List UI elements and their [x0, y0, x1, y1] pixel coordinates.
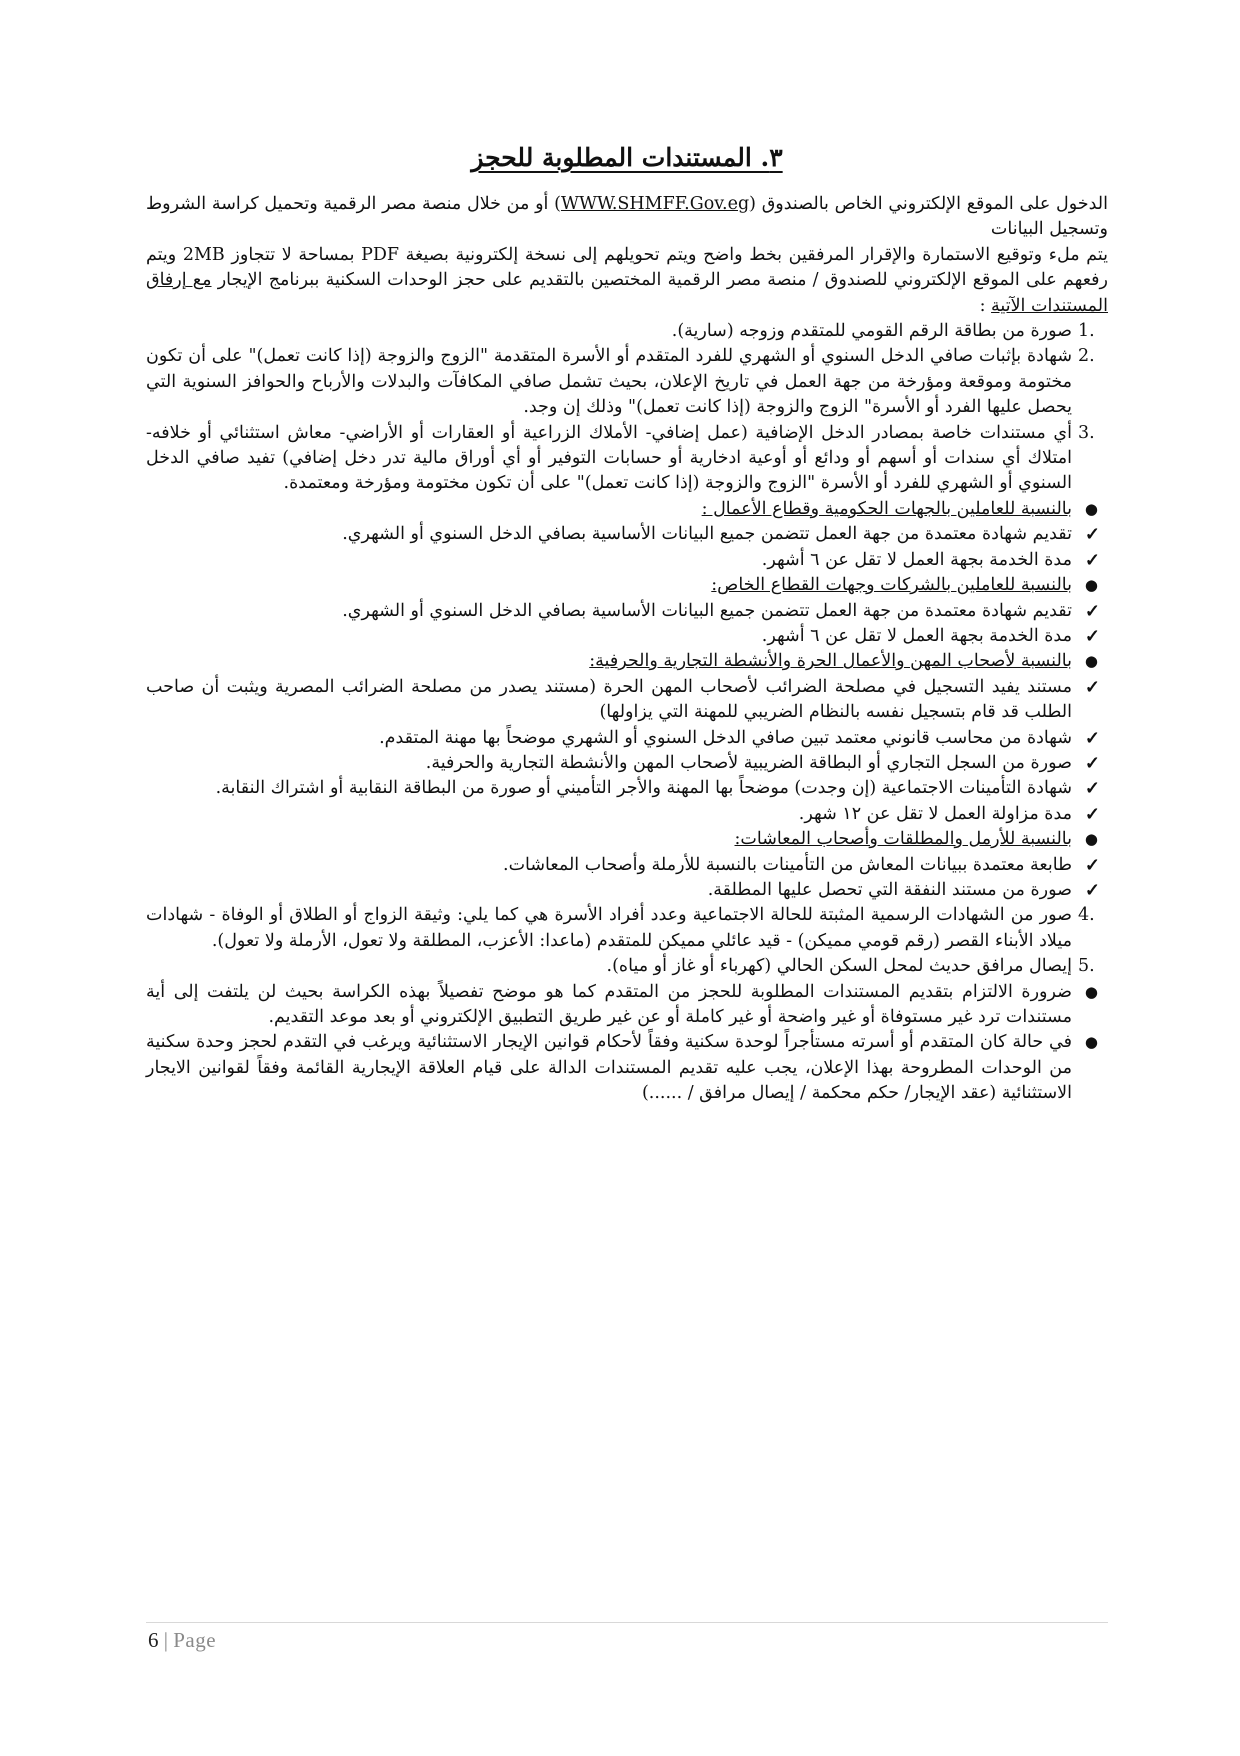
check-item: ✓ تقديم شهادة معتمدة من جهة العمل تتضمن جميع البيانات الأساسية بصافي الدخل السنوي أو الشهري.: [146, 599, 1108, 624]
list-item: .1 صورة من بطاقة الرقم القومي للمتقدم وزوجه (سارية).: [146, 319, 1108, 344]
check-item: ✓ صورة من مستند النفقة التي تحصل عليها المطلقة.: [146, 878, 1108, 903]
bullet-icon: ●: [1084, 652, 1098, 671]
checkmark-icon: ✓: [1084, 727, 1100, 749]
checkmark-icon: ✓: [1084, 524, 1100, 546]
bullet-icon: ●: [1084, 576, 1098, 595]
bullet-icon: ●: [1084, 499, 1098, 518]
item-number: .3: [1078, 422, 1095, 443]
intro-paragraph-2: يتم ملء وتوقيع الاستمارة والإقرار المرفقين بخط واضح ويتم تحويلهم إلى نسخة إلكترونية بصيغة PDF بمساحة لا تتجاوز 2MB ويتم رفعهم على الموقع الإلكتروني للصندوق / منصة مصر الرقمية المختصين بالتقديم على حجز الوحدات السكنية ببرنامج الإيجار مع إرفاق المستندات الآتية :: [146, 244, 1108, 316]
checkmark-icon: ✓: [1084, 676, 1100, 698]
section-title: ٣. المستندات المطلوبة للحجز: [471, 143, 783, 172]
document-page: [146, 140, 1108, 1107]
bullet-icon: ●: [1084, 830, 1098, 849]
group-heading: ● بالنسبة للأرمل والمطلقات وأصحاب المعاشات:: [146, 827, 1108, 852]
item-number: .4: [1078, 905, 1095, 926]
check-item: ✓ شهادة التأمينات الاجتماعية (إن وجدت) موضحاً بها المهنة والأجر التأميني أو صورة من البطاقة النقابية أو اشتراك النقابة.: [146, 776, 1108, 801]
group-heading: ● بالنسبة للعاملين بالشركات وجهات القطاع الخاص:: [146, 573, 1108, 598]
bullet-icon: ●: [1084, 1033, 1098, 1052]
check-item: ✓ صورة من السجل التجاري أو البطاقة الضريبية لأصحاب المهن والأنشطة التجارية والحرفية.: [146, 751, 1108, 776]
note-item: ● ضرورة الالتزام بتقديم المستندات المطلوبة للحجز من المتقدم كما هو موضح تفصيلاً بهذه الكراسة بحيث لن يلتفت إلى أية مستندات ترد غير مستوفاة أو غير واضحة أو غير كاملة أو عن غير طريق التطبيق الإلكتروني أو بعد موعد التقديم.: [146, 981, 1098, 1027]
page-number: 6: [148, 1628, 159, 1652]
attachments-phrase: مع إرفاق المستندات الآتية: [146, 270, 1108, 316]
website-link[interactable]: WWW.SHMFF.Gov.eg: [560, 194, 750, 214]
item-number: .2: [1078, 346, 1095, 367]
check-item: ✓ شهادة من محاسب قانوني معتمد تبين صافي الدخل السنوي أو الشهري موضحاً بها مهنة المتقدم.: [146, 726, 1108, 751]
check-item: ✓ طابعة معتمدة ببيانات المعاش من التأمينات بالنسبة للأرملة وأصحاب المعاشات.: [146, 853, 1108, 878]
requirements-list: [146, 319, 1108, 1107]
check-item: ✓ مستند يفيد التسجيل في مصلحة الضرائب لأصحاب المهن الحرة (مستند يصدر من مصلحة الضرائب المصرية ويثبت أن صاحب الطلب قد قام بتسجيل نفسه بالنظام الضريبي للمهنة التي يزاولها): [146, 676, 1100, 723]
checkmark-icon: ✓: [1084, 803, 1100, 825]
checkmark-icon: ✓: [1084, 625, 1100, 647]
note-item: ● في حالة كان المتقدم أو أسرته مستأجراً لوحدة سكنية وفقاً لأحكام قوانين الإيجار الاستثنائية ويرغب في التقدم لحجز وحدة سكنية من الوحدات المطروحة بهذا الإعلان، يجب عليه تقديم المستندات الدالة على قيام العلاقة الإيجارية القائمة وفقاً لقوانين الايجار الاستثنائية (عقد الإيجار/ حكم محكمة / إيصال مرافق / ......): [146, 1032, 1098, 1104]
check-item: ✓ تقديم شهادة معتمدة من جهة العمل تتضمن جميع البيانات الأساسية بصافي الدخل السنوي أو الشهري.: [146, 522, 1108, 547]
checkmark-icon: ✓: [1084, 752, 1100, 774]
list-item: .2 شهادة بإثبات صافي الدخل السنوي أو الشهري للفرد المتقدم أو الأسرة المتقدمة "الزوج والزوجة (إذا كانت تعمل)" على أن تكون مختومة وموقعة ومؤرخة من جهة العمل في تاريخ الإعلان، بحيث تشمل صافي المكافآت والبدلات والأرباح والحوافز السنوية التي يحصل عليها الفرد أو الأسرة" الزوج والزوجة (إذا كانت تعمل)" وذلك إن وجد.: [146, 344, 1108, 420]
item-number: .5: [1078, 956, 1095, 977]
checkmark-icon: ✓: [1084, 854, 1100, 876]
list-item: .4 صور من الشهادات الرسمية المثبتة للحالة الاجتماعية وعدد أفراد الأسرة هي كما يلي: وثيقة الزواج أو الطلاق أو الوفاة - شهادات ميلاد الأبناء القصر (رقم قومي مميكن) - قيد عائلي مميكن للمتقدم (ماعدا: الأعزب، المطلقة ولا تعول، الأرملة ولا تعول).: [146, 903, 1108, 954]
group-heading: ● بالنسبة لأصحاب المهن والأعمال الحرة والأنشطة التجارية والحرفية:: [146, 649, 1108, 674]
checkmark-icon: ✓: [1084, 879, 1100, 901]
bullet-icon: ●: [1084, 982, 1098, 1001]
checkmark-icon: ✓: [1084, 778, 1100, 800]
page-label: Page: [173, 1628, 217, 1652]
footer-separator: |: [163, 1628, 168, 1652]
intro-paragraph-1: الدخول على الموقع الإلكتروني الخاص بالصندوق (WWW.SHMFF.Gov.eg) أو من خلال منصة مصر الرقمية وتحميل كراسة الشروط وتسجيل البيانات: [146, 194, 1108, 240]
check-item: ✓ مدة الخدمة بجهة العمل لا تقل عن ٦ أشهر.: [146, 548, 1108, 573]
item-number: .1: [1078, 321, 1095, 342]
check-item: ✓ مدة الخدمة بجهة العمل لا تقل عن ٦ أشهر.: [146, 624, 1108, 649]
footer-divider: [146, 1622, 1108, 1623]
check-item: ✓ مدة مزاولة العمل لا تقل عن ١٢ شهر.: [146, 802, 1108, 827]
group-heading: ● بالنسبة للعاملين بالجهات الحكومية وقطاع الأعمال :: [146, 497, 1108, 522]
list-item: .3 أي مستندات خاصة بمصادر الدخل الإضافية (عمل إضافي- الأملاك الزراعية أو العقارات أو الأراضي- معاش استثنائي أو خلافه- امتلاك أي سندات أو أسهم أو ودائع أو أوعية ادخارية أو حسابات التوفير أو أي أوراق مالية تدر دخل إضافي) تفيد صافي الدخل السنوي أو الشهري للفرد أو الأسرة "الزوج والزوجة (إذا كانت تعمل)" على أن تكون مختومة ومؤرخة ومعتمدة.: [146, 421, 1108, 497]
list-item: .5 إيصال مرافق حديث لمحل السكن الحالي (كهرباء أو غاز أو مياه).: [146, 954, 1108, 979]
checkmark-icon: ✓: [1084, 549, 1100, 571]
checkmark-icon: ✓: [1084, 600, 1100, 622]
page-footer: [148, 1628, 216, 1653]
